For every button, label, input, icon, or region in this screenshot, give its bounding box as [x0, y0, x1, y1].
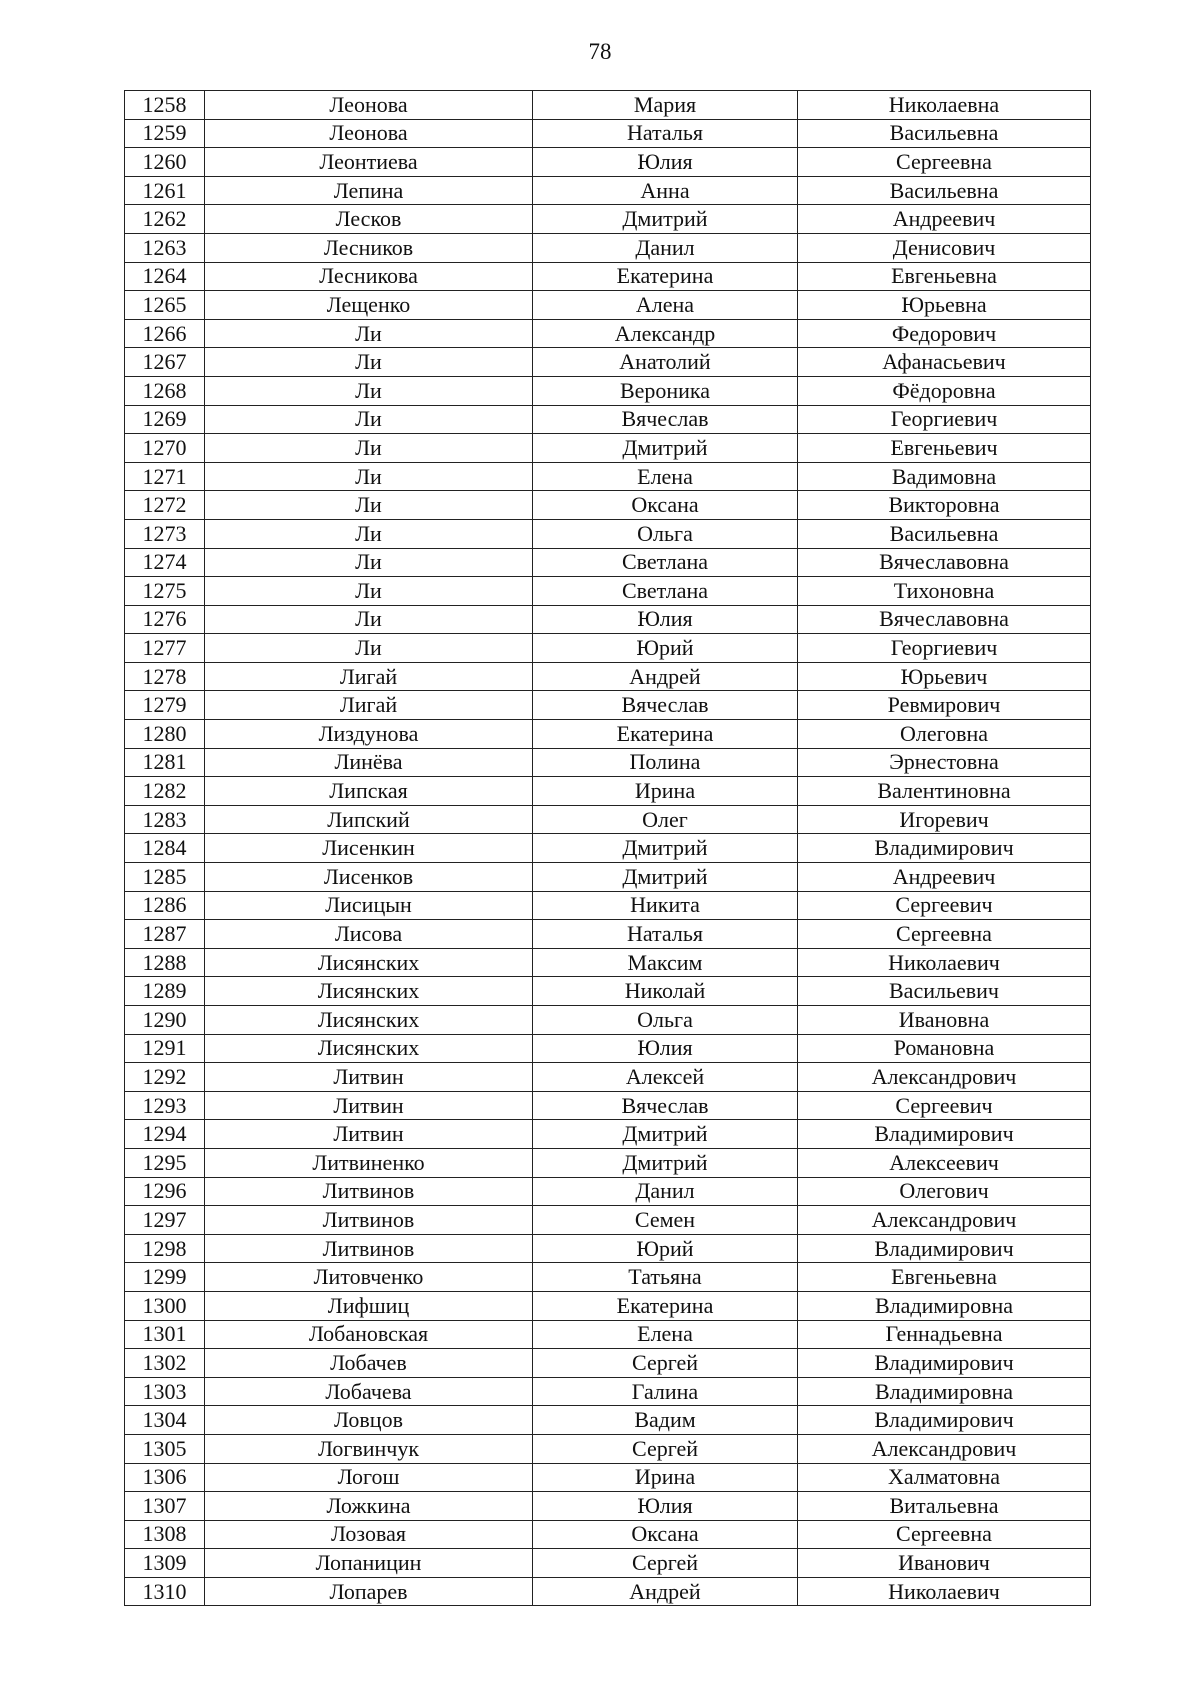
last-name-cell: Ли: [205, 376, 533, 405]
last-name-cell: Ли: [205, 319, 533, 348]
table-row: [125, 176, 1091, 205]
table-row: [125, 1320, 1091, 1349]
row-number-cell: 1267: [125, 348, 205, 377]
table-row: [125, 662, 1091, 691]
row-number-cell: 1265: [125, 291, 205, 320]
table-row: [125, 977, 1091, 1006]
patronymic-cell: Владимировна: [798, 1291, 1091, 1320]
patronymic-cell: Ревмирович: [798, 691, 1091, 720]
row-number-cell: 1297: [125, 1206, 205, 1235]
row-number-cell: 1273: [125, 519, 205, 548]
patronymic-cell: Андреевич: [798, 863, 1091, 892]
first-name-cell: Екатерина: [533, 720, 798, 749]
table-row: [125, 1492, 1091, 1521]
row-number-cell: 1288: [125, 948, 205, 977]
row-number-cell: 1277: [125, 634, 205, 663]
last-name-cell: Лепина: [205, 176, 533, 205]
patronymic-cell: Владимирович: [798, 1234, 1091, 1263]
last-name-cell: Лещенко: [205, 291, 533, 320]
first-name-cell: Юрий: [533, 634, 798, 663]
patronymic-cell: Сергеевна: [798, 148, 1091, 177]
patronymic-cell: Васильевич: [798, 977, 1091, 1006]
row-number-cell: 1293: [125, 1091, 205, 1120]
row-number-cell: 1264: [125, 262, 205, 291]
table-row: [125, 1406, 1091, 1435]
first-name-cell: Олег: [533, 805, 798, 834]
last-name-cell: Ли: [205, 519, 533, 548]
patronymic-cell: Владимирович: [798, 1349, 1091, 1378]
last-name-cell: Логвинчук: [205, 1434, 533, 1463]
last-name-cell: Ложкина: [205, 1492, 533, 1521]
first-name-cell: Семен: [533, 1206, 798, 1235]
first-name-cell: Татьяна: [533, 1263, 798, 1292]
first-name-cell: Дмитрий: [533, 1148, 798, 1177]
first-name-cell: Юлия: [533, 605, 798, 634]
last-name-cell: Лисянских: [205, 1006, 533, 1035]
first-name-cell: Екатерина: [533, 1291, 798, 1320]
row-number-cell: 1291: [125, 1034, 205, 1063]
last-name-cell: Лесникова: [205, 262, 533, 291]
last-name-cell: Литовченко: [205, 1263, 533, 1292]
row-number-cell: 1308: [125, 1520, 205, 1549]
table-row: [125, 1091, 1091, 1120]
table-row: [125, 376, 1091, 405]
table-row: [125, 691, 1091, 720]
patronymic-cell: Сергеевна: [798, 920, 1091, 949]
patronymic-cell: Георгиевич: [798, 634, 1091, 663]
table-row: [125, 434, 1091, 463]
first-name-cell: Светлана: [533, 577, 798, 606]
last-name-cell: Леонтиева: [205, 148, 533, 177]
first-name-cell: Наталья: [533, 119, 798, 148]
patronymic-cell: Сергеевич: [798, 891, 1091, 920]
table-row: [125, 720, 1091, 749]
last-name-cell: Лисянских: [205, 948, 533, 977]
first-name-cell: Дмитрий: [533, 863, 798, 892]
table-row: [125, 1434, 1091, 1463]
row-number-cell: 1281: [125, 748, 205, 777]
patronymic-cell: Александрович: [798, 1434, 1091, 1463]
row-number-cell: 1272: [125, 491, 205, 520]
last-name-cell: Ли: [205, 577, 533, 606]
table-row: [125, 1234, 1091, 1263]
table-row: [125, 1177, 1091, 1206]
table-row: [125, 548, 1091, 577]
first-name-cell: Ирина: [533, 1463, 798, 1492]
patronymic-cell: Андреевич: [798, 205, 1091, 234]
first-name-cell: Николай: [533, 977, 798, 1006]
row-number-cell: 1270: [125, 434, 205, 463]
table-row: [125, 291, 1091, 320]
first-name-cell: Вячеслав: [533, 405, 798, 434]
patronymic-cell: Эрнестовна: [798, 748, 1091, 777]
first-name-cell: Вячеслав: [533, 1091, 798, 1120]
table-row: [125, 577, 1091, 606]
first-name-cell: Алена: [533, 291, 798, 320]
row-number-cell: 1283: [125, 805, 205, 834]
patronymic-cell: Николаевна: [798, 91, 1091, 120]
last-name-cell: Лобановская: [205, 1320, 533, 1349]
table-row: [125, 834, 1091, 863]
patronymic-cell: Витальевна: [798, 1492, 1091, 1521]
patronymic-cell: Иванович: [798, 1549, 1091, 1578]
first-name-cell: Юлия: [533, 1034, 798, 1063]
row-number-cell: 1259: [125, 119, 205, 148]
patronymic-cell: Геннадьевна: [798, 1320, 1091, 1349]
patronymic-cell: Владимирович: [798, 1406, 1091, 1435]
last-name-cell: Лобачев: [205, 1349, 533, 1378]
row-number-cell: 1282: [125, 777, 205, 806]
names-table: [124, 90, 1091, 1606]
table-row: [125, 1349, 1091, 1378]
patronymic-cell: Олеговна: [798, 720, 1091, 749]
row-number-cell: 1266: [125, 319, 205, 348]
row-number-cell: 1307: [125, 1492, 205, 1521]
last-name-cell: Литвин: [205, 1120, 533, 1149]
last-name-cell: Леонова: [205, 91, 533, 120]
table-row: [125, 1377, 1091, 1406]
first-name-cell: Андрей: [533, 662, 798, 691]
last-name-cell: Литвин: [205, 1063, 533, 1092]
table-row: [125, 1206, 1091, 1235]
patronymic-cell: Георгиевич: [798, 405, 1091, 434]
last-name-cell: Лобачева: [205, 1377, 533, 1406]
row-number-cell: 1278: [125, 662, 205, 691]
table-row: [125, 348, 1091, 377]
first-name-cell: Вероника: [533, 376, 798, 405]
row-number-cell: 1299: [125, 1263, 205, 1292]
first-name-cell: Вадим: [533, 1406, 798, 1435]
last-name-cell: Ловцов: [205, 1406, 533, 1435]
row-number-cell: 1296: [125, 1177, 205, 1206]
row-number-cell: 1289: [125, 977, 205, 1006]
patronymic-cell: Александрович: [798, 1063, 1091, 1092]
patronymic-cell: Владимирович: [798, 1120, 1091, 1149]
row-number-cell: 1276: [125, 605, 205, 634]
last-name-cell: Литвинов: [205, 1177, 533, 1206]
row-number-cell: 1309: [125, 1549, 205, 1578]
last-name-cell: Лигай: [205, 691, 533, 720]
last-name-cell: Лифшиц: [205, 1291, 533, 1320]
row-number-cell: 1279: [125, 691, 205, 720]
page-number: 78: [588, 39, 612, 64]
last-name-cell: Леонова: [205, 119, 533, 148]
first-name-cell: Алексей: [533, 1063, 798, 1092]
first-name-cell: Елена: [533, 1320, 798, 1349]
last-name-cell: Лозовая: [205, 1520, 533, 1549]
patronymic-cell: Юрьевич: [798, 662, 1091, 691]
last-name-cell: Лиздунова: [205, 720, 533, 749]
table-row: [125, 891, 1091, 920]
first-name-cell: Ольга: [533, 519, 798, 548]
last-name-cell: Литвин: [205, 1091, 533, 1120]
first-name-cell: Мария: [533, 91, 798, 120]
patronymic-cell: Васильевна: [798, 176, 1091, 205]
table-row: [125, 1120, 1091, 1149]
row-number-cell: 1284: [125, 834, 205, 863]
first-name-cell: Елена: [533, 462, 798, 491]
patronymic-cell: Сергеевич: [798, 1091, 1091, 1120]
row-number-cell: 1295: [125, 1148, 205, 1177]
first-name-cell: Сергей: [533, 1349, 798, 1378]
row-number-cell: 1298: [125, 1234, 205, 1263]
first-name-cell: Юлия: [533, 148, 798, 177]
patronymic-cell: Васильевна: [798, 119, 1091, 148]
last-name-cell: Логош: [205, 1463, 533, 1492]
patronymic-cell: Тихоновна: [798, 577, 1091, 606]
patronymic-cell: Вадимовна: [798, 462, 1091, 491]
patronymic-cell: Николаевич: [798, 1577, 1091, 1606]
row-number-cell: 1305: [125, 1434, 205, 1463]
table-row: [125, 1520, 1091, 1549]
last-name-cell: Ли: [205, 462, 533, 491]
first-name-cell: Данил: [533, 233, 798, 262]
patronymic-cell: Николаевич: [798, 948, 1091, 977]
patronymic-cell: Валентиновна: [798, 777, 1091, 806]
first-name-cell: Оксана: [533, 1520, 798, 1549]
last-name-cell: Ли: [205, 405, 533, 434]
last-name-cell: Лисянских: [205, 977, 533, 1006]
patronymic-cell: Романовна: [798, 1034, 1091, 1063]
row-number-cell: 1304: [125, 1406, 205, 1435]
patronymic-cell: Денисович: [798, 233, 1091, 262]
patronymic-cell: Евгеньевна: [798, 262, 1091, 291]
table-row: [125, 262, 1091, 291]
first-name-cell: Дмитрий: [533, 205, 798, 234]
table-row: [125, 491, 1091, 520]
row-number-cell: 1287: [125, 920, 205, 949]
row-number-cell: 1292: [125, 1063, 205, 1092]
patronymic-cell: Евгеньевна: [798, 1263, 1091, 1292]
last-name-cell: Лисова: [205, 920, 533, 949]
patronymic-cell: Юрьевна: [798, 291, 1091, 320]
table-row: [125, 1263, 1091, 1292]
first-name-cell: Сергей: [533, 1549, 798, 1578]
first-name-cell: Полина: [533, 748, 798, 777]
row-number-cell: 1302: [125, 1349, 205, 1378]
last-name-cell: Литвинов: [205, 1206, 533, 1235]
table-row: [125, 405, 1091, 434]
row-number-cell: 1263: [125, 233, 205, 262]
first-name-cell: Дмитрий: [533, 834, 798, 863]
table-row: [125, 1291, 1091, 1320]
last-name-cell: Лопаницин: [205, 1549, 533, 1578]
table-row: [125, 920, 1091, 949]
row-number-cell: 1258: [125, 91, 205, 120]
table-row: [125, 948, 1091, 977]
patronymic-cell: Владимирович: [798, 834, 1091, 863]
first-name-cell: Дмитрий: [533, 434, 798, 463]
last-name-cell: Ли: [205, 348, 533, 377]
row-number-cell: 1285: [125, 863, 205, 892]
first-name-cell: Дмитрий: [533, 1120, 798, 1149]
patronymic-cell: Александрович: [798, 1206, 1091, 1235]
first-name-cell: Светлана: [533, 548, 798, 577]
last-name-cell: Литвиненко: [205, 1148, 533, 1177]
patronymic-cell: Владимировна: [798, 1377, 1091, 1406]
first-name-cell: Максим: [533, 948, 798, 977]
last-name-cell: Лисенков: [205, 863, 533, 892]
table-row: [125, 777, 1091, 806]
row-number-cell: 1301: [125, 1320, 205, 1349]
row-number-cell: 1294: [125, 1120, 205, 1149]
table-row: [125, 148, 1091, 177]
first-name-cell: Екатерина: [533, 262, 798, 291]
first-name-cell: Андрей: [533, 1577, 798, 1606]
table-row: [125, 863, 1091, 892]
table-row: [125, 91, 1091, 120]
first-name-cell: Данил: [533, 1177, 798, 1206]
patronymic-cell: Игоревич: [798, 805, 1091, 834]
patronymic-cell: Васильевна: [798, 519, 1091, 548]
patronymic-cell: Вячеславовна: [798, 548, 1091, 577]
patronymic-cell: Халматовна: [798, 1463, 1091, 1492]
row-number-cell: 1303: [125, 1377, 205, 1406]
table-row: [125, 1463, 1091, 1492]
first-name-cell: Анатолий: [533, 348, 798, 377]
row-number-cell: 1306: [125, 1463, 205, 1492]
table-row: [125, 1549, 1091, 1578]
last-name-cell: Лисицын: [205, 891, 533, 920]
last-name-cell: Ли: [205, 548, 533, 577]
table-row: [125, 205, 1091, 234]
table-row: [125, 519, 1091, 548]
last-name-cell: Лисенкин: [205, 834, 533, 863]
last-name-cell: Ли: [205, 634, 533, 663]
last-name-cell: Липская: [205, 777, 533, 806]
patronymic-cell: Федорович: [798, 319, 1091, 348]
patronymic-cell: Евгеньевич: [798, 434, 1091, 463]
table-row: [125, 1148, 1091, 1177]
table-row: [125, 462, 1091, 491]
row-number-cell: 1275: [125, 577, 205, 606]
patronymic-cell: Вячеславовна: [798, 605, 1091, 634]
last-name-cell: Лигай: [205, 662, 533, 691]
first-name-cell: Ирина: [533, 777, 798, 806]
row-number-cell: 1261: [125, 176, 205, 205]
patronymic-cell: Алексеевич: [798, 1148, 1091, 1177]
table-row: [125, 119, 1091, 148]
first-name-cell: Ольга: [533, 1006, 798, 1035]
table-row: [125, 1063, 1091, 1092]
row-number-cell: 1274: [125, 548, 205, 577]
first-name-cell: Вячеслав: [533, 691, 798, 720]
row-number-cell: 1268: [125, 376, 205, 405]
first-name-cell: Александр: [533, 319, 798, 348]
last-name-cell: Лесников: [205, 233, 533, 262]
first-name-cell: Юлия: [533, 1492, 798, 1521]
last-name-cell: Лесков: [205, 205, 533, 234]
last-name-cell: Липский: [205, 805, 533, 834]
patronymic-cell: Сергеевна: [798, 1520, 1091, 1549]
patronymic-cell: Ивановна: [798, 1006, 1091, 1035]
last-name-cell: Ли: [205, 605, 533, 634]
names-table-body: [125, 91, 1091, 1606]
first-name-cell: Никита: [533, 891, 798, 920]
last-name-cell: Ли: [205, 491, 533, 520]
patronymic-cell: Афанасьевич: [798, 348, 1091, 377]
last-name-cell: Линёва: [205, 748, 533, 777]
last-name-cell: Лисянских: [205, 1034, 533, 1063]
table-row: [125, 1006, 1091, 1035]
last-name-cell: Литвинов: [205, 1234, 533, 1263]
row-number-cell: 1262: [125, 205, 205, 234]
patronymic-cell: Фёдоровна: [798, 376, 1091, 405]
patronymic-cell: Викторовна: [798, 491, 1091, 520]
table-row: [125, 634, 1091, 663]
first-name-cell: Анна: [533, 176, 798, 205]
first-name-cell: Галина: [533, 1377, 798, 1406]
table-row: [125, 605, 1091, 634]
first-name-cell: Юрий: [533, 1234, 798, 1263]
table-row: [125, 748, 1091, 777]
last-name-cell: Лопарев: [205, 1577, 533, 1606]
last-name-cell: Ли: [205, 434, 533, 463]
table-row: [125, 319, 1091, 348]
patronymic-cell: Олегович: [798, 1177, 1091, 1206]
table-row: [125, 233, 1091, 262]
first-name-cell: Наталья: [533, 920, 798, 949]
row-number-cell: 1290: [125, 1006, 205, 1035]
row-number-cell: 1280: [125, 720, 205, 749]
first-name-cell: Оксана: [533, 491, 798, 520]
first-name-cell: Сергей: [533, 1434, 798, 1463]
row-number-cell: 1269: [125, 405, 205, 434]
row-number-cell: 1286: [125, 891, 205, 920]
row-number-cell: 1310: [125, 1577, 205, 1606]
table-row: [125, 805, 1091, 834]
table-row: [125, 1034, 1091, 1063]
row-number-cell: 1271: [125, 462, 205, 491]
table-row: [125, 1577, 1091, 1606]
row-number-cell: 1300: [125, 1291, 205, 1320]
row-number-cell: 1260: [125, 148, 205, 177]
